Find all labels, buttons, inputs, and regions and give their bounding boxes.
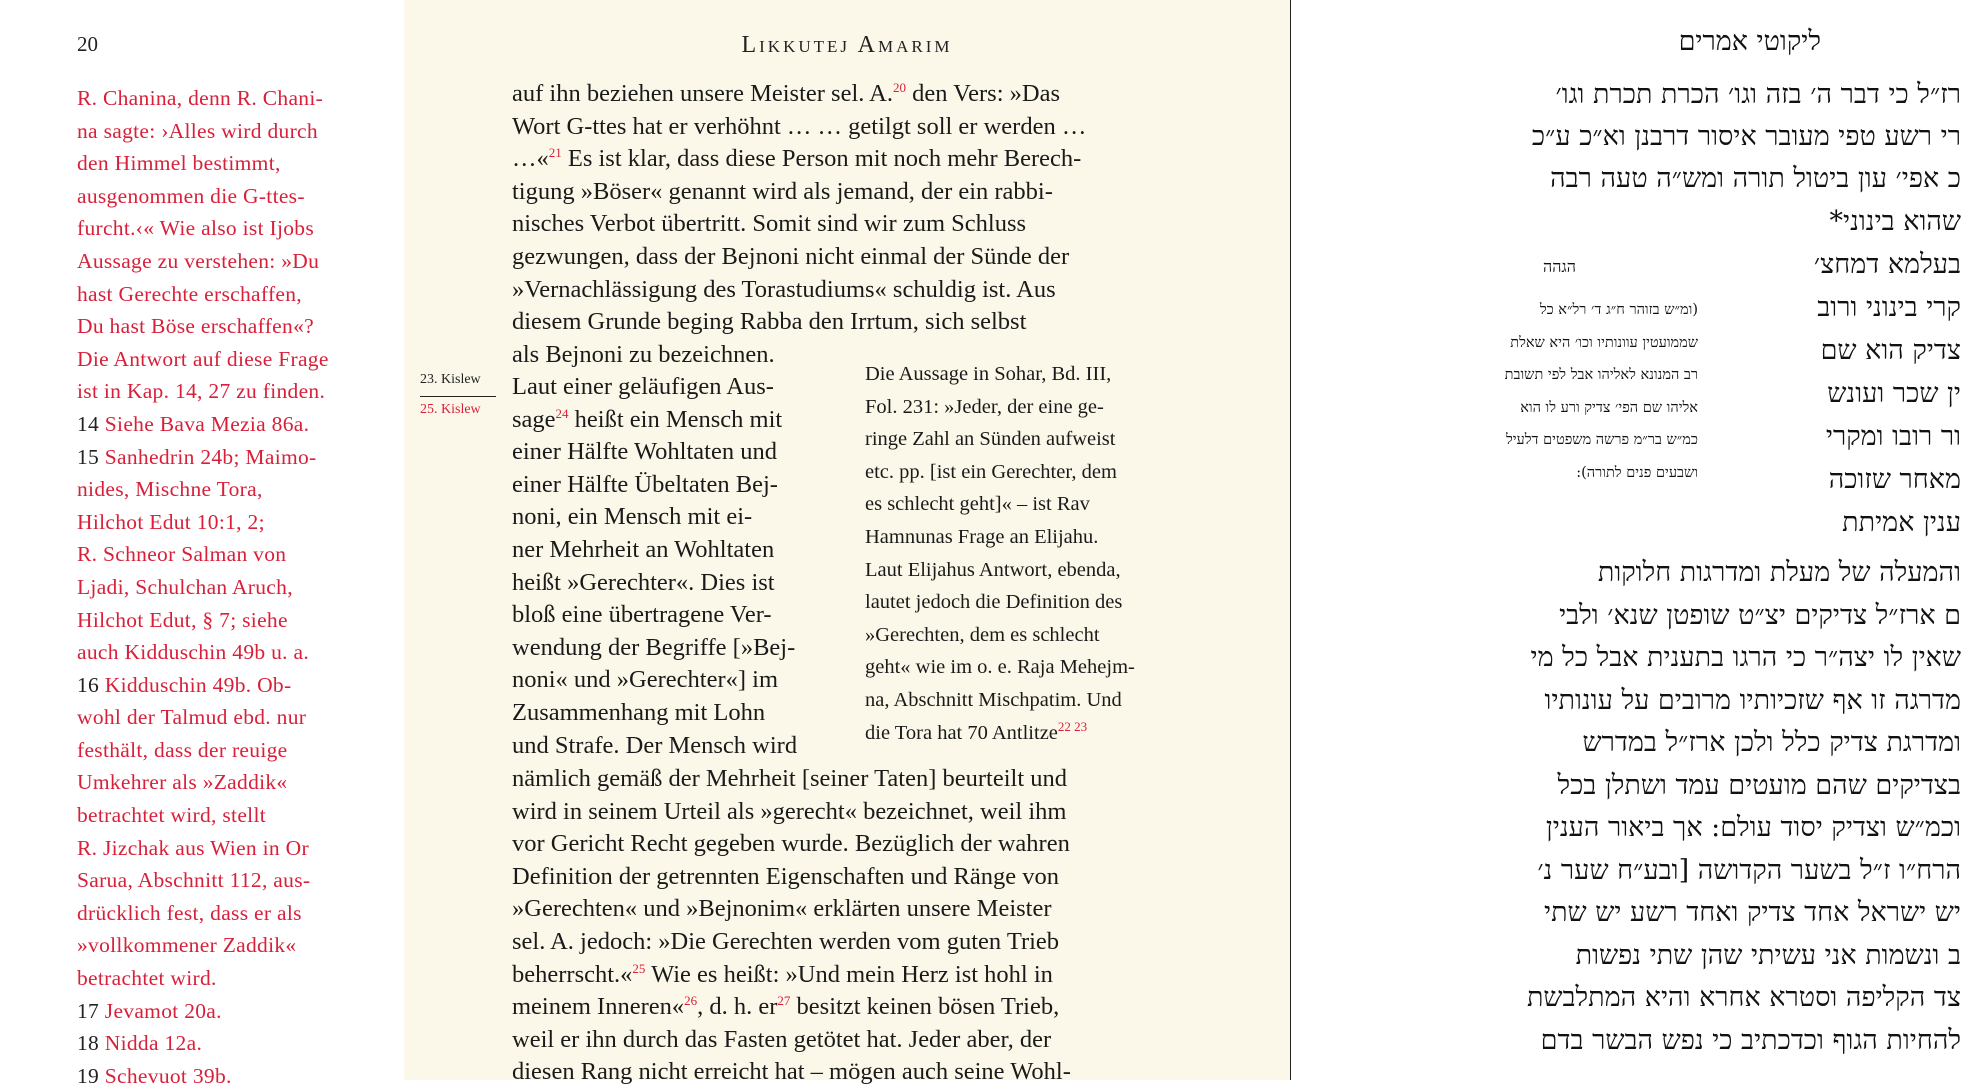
- footnote-ref[interactable]: 27: [777, 993, 791, 1008]
- note-line: den Himmel bestimmt,: [77, 151, 281, 176]
- note-line: 16 Kidduschin 49b. Ob-: [77, 672, 292, 697]
- footnote-number: 15: [77, 444, 100, 469]
- gloss-line: etc. pp. [ist ein Gerechter, dem: [865, 460, 1117, 483]
- page-number: 20: [77, 32, 98, 56]
- hebrew-line: שהוא בינוני*: [1829, 206, 1961, 237]
- text-line: ner Mehrheit an Wohltaten: [512, 535, 775, 563]
- text-line: noni« und »Gerechter«] im: [512, 666, 779, 694]
- text-line: nämlich gemäß der Mehrheit [seiner Taten] beurteilt und: [512, 765, 1068, 792]
- note-line: Ljadi, Schulchan Aruch,: [77, 574, 293, 599]
- hagaha-title: הגהה: [1543, 257, 1576, 276]
- text-line: noni, ein Mensch mit ei-: [512, 503, 753, 531]
- note-line: Hilchot Edut, § 7; siehe: [77, 607, 288, 632]
- text-line: sage$^{24}$ heißt ein Mensch mit: [512, 405, 783, 433]
- margin-date-2: 25. Kislew: [420, 402, 481, 417]
- main-text-bottom: [512, 763, 1071, 1089]
- hebrew-line: בצדיקים שהם מועטים עמד ושתלן בכל: [1557, 769, 1961, 801]
- text-line: diesen Rang nicht erreicht hat – mögen auch seine Wohl-: [512, 1058, 1071, 1086]
- note-line: ist in Kap. 14, 27 zu finden.: [77, 379, 326, 404]
- note-line: auch Kidduschin 49b u. a.: [77, 640, 310, 665]
- text-line: auf ihn beziehen unsere Meister sel. A.$^{20}$ den Vers: »Das: [512, 79, 1060, 107]
- footnote-number: 14: [77, 411, 100, 436]
- text-line: …«$^{21}$ Es ist klar, dass diese Person mit noch mehr Berech-: [512, 145, 1082, 173]
- margin-date-1: 23. Kislew: [420, 372, 481, 387]
- hebrew-line: צד הקליפה וסטרא אחרא והיא המתלבשת: [1526, 982, 1961, 1013]
- note-line: na sagte: ›Alles wird durch: [77, 118, 318, 143]
- text-line: »Gerechten« und »Bejnonim« erklärten unsere Meister: [512, 895, 1052, 923]
- gloss-line: Fol. 231: »Jeder, der eine ge-: [865, 395, 1104, 418]
- note-line: hast Gerechte erschaffen,: [77, 281, 302, 306]
- text-line: einer Hälfte Übeltaten Bej-: [512, 470, 778, 498]
- text-line: gezwungen, dass der Bejnoni nicht einmal der Sünde der: [512, 242, 1070, 270]
- gloss-line: lautet jedoch die Definition des: [865, 591, 1123, 614]
- hebrew-line: ם ארז״ל צדיקים יצ״ט שופטן שנא׳ ולבי: [1559, 599, 1961, 631]
- hebrew-text-side: [1761, 200, 1961, 544]
- note-line: betrachtet wird.: [77, 966, 217, 991]
- note-line: wohl der Talmud ebd. nur: [77, 705, 307, 730]
- hebrew-line: כ אפי׳ עון ביטול תורה ומש״ה טעה רבה: [1550, 163, 1961, 194]
- hebrew-line: ין שכר ועונש: [1827, 378, 1961, 409]
- main-text-side: [512, 371, 797, 762]
- hebrew-line: ומדרגת צדיק כלל ולכן ארז״ל במדרש: [1582, 727, 1961, 758]
- text-line: nisches Verbot übertritt. Somit sind wir zum Schluss: [512, 210, 1027, 238]
- note-line: Aussage zu verstehen: »Du: [77, 248, 320, 273]
- hagaha-line: כמ״ש בר״מ פרשה משפטים דלעיל: [1505, 432, 1698, 449]
- hebrew-line: קרי בינוני ורוב: [1817, 292, 1961, 323]
- footnote-ref[interactable]: 21: [548, 145, 562, 161]
- hebrew-line: בעלמא דמחצ׳: [1813, 249, 1961, 280]
- footnote-ref[interactable]: 22: [1057, 718, 1071, 734]
- hagaha-line: שממועטין עוונותיו וכו׳ היא שאלת: [1510, 334, 1698, 351]
- text-line: sel. A. jedoch: »Die Gerechten werden vom guten Trieb: [512, 927, 1060, 955]
- note-line: 17 Jevamot 20a.: [77, 998, 222, 1023]
- gloss-line: geht« wie im o. e. Raja Mehejm-: [865, 656, 1135, 679]
- text-line: einer Hälfte Wohltaten und: [512, 438, 777, 466]
- note-line: Umkehrer als »Zaddik«: [77, 770, 288, 795]
- text-line: Definition der getrennten Eigenschaften und Ränge von: [512, 862, 1059, 890]
- footnote-ref[interactable]: 25: [632, 960, 646, 976]
- gloss-line: Die Aussage in Sohar, Bd. III,: [865, 363, 1112, 385]
- hebrew-original-panel: [1290, 0, 1961, 1080]
- hebrew-line: צדיק הוא שם: [1820, 335, 1961, 366]
- gloss-line: »Gerechten, dem es schlecht: [865, 623, 1100, 646]
- hagaha-line: רב המנונא לאליהו אבל לפי תשובת: [1504, 367, 1698, 384]
- text-line: »Vernachlässigung des Torastudiums« schuldig ist. Aus: [512, 275, 1056, 303]
- hebrew-line: ענין אמיתת: [1842, 507, 1961, 538]
- note-line: Du hast Böse erschaffen«?: [77, 314, 314, 339]
- note-line: R. Chanina, denn R. Chani-: [77, 86, 324, 110]
- text-line: und Strafe. Der Mensch wird: [512, 731, 798, 759]
- text-line: Zusammenhang mit Lohn: [512, 698, 766, 726]
- text-line: wird in seinem Urteil als »gerecht« bezeichnet, weil ihm: [512, 797, 1067, 825]
- text-line: bloß eine übertragene Ver-: [512, 601, 772, 629]
- note-line: Die Antwort auf diese Frage: [77, 346, 329, 371]
- note-line: betrachtet wird, stellt: [77, 803, 266, 828]
- text-line: Laut einer geläufigen Aus-: [512, 373, 774, 400]
- footnote-number: 18: [77, 1031, 100, 1056]
- note-line: Hilchot Edut 10:1, 2;: [77, 509, 265, 534]
- hagaha-line: ושבעים פנים לתורה):: [1576, 464, 1698, 481]
- date-divider: [420, 396, 496, 397]
- hebrew-line: שאין לו יצה״ר כי הרגו בתענית אבל כל מי: [1530, 642, 1961, 673]
- text-line: diesem Grunde beging Rabba den Irrtum, sich selbst: [512, 308, 1027, 336]
- hagaha-gloss: [1403, 294, 1698, 490]
- main-text-top: [512, 78, 1086, 371]
- text-line: als Bejnoni zu bezeichnen.: [512, 340, 775, 368]
- hebrew-line: מאחר שזוכה: [1828, 464, 1961, 495]
- hebrew-line: רז״ל כי דבר ה׳ בזה וגו׳ הכרת תכרת וגו׳: [1555, 79, 1961, 110]
- footnote-ref[interactable]: 26: [684, 993, 698, 1008]
- hebrew-line: ב ונשמות אני עשיתי שהן שתי נפשות: [1575, 939, 1961, 971]
- note-line: R. Jizchak aus Wien in Or: [77, 835, 309, 860]
- running-head: Likkutej Amarim: [741, 32, 953, 58]
- text-line: heißt »Gerechter«. Dies ist: [512, 568, 775, 596]
- hebrew-line: יש ישראל אחד צדיק ואחד רשע יש שתי: [1544, 897, 1961, 928]
- note-line: 18 Nidda 12a.: [77, 1031, 203, 1056]
- hebrew-line: ור רובו ומקרי: [1825, 421, 1961, 452]
- text-line: weil er ihn durch das Fasten getötet hat. Jeder aber, der: [512, 1025, 1052, 1053]
- hebrew-line: מדרגה זו אף שזכיותיו מרובים על עונותיו: [1544, 684, 1961, 716]
- gloss-line: na, Abschnitt Mischpatim. Und: [865, 688, 1122, 711]
- footnote-number: 16: [77, 672, 100, 697]
- note-line: »vollkommener Zaddik«: [77, 933, 297, 958]
- hagaha-line: אליהו שם הפי׳ צדיק ורע לו הוא: [1520, 399, 1698, 416]
- hagaha-line: (ומ״ש בזוהר ח״ג ד׳ רל״א כל: [1539, 302, 1698, 318]
- footnote-ref[interactable]: 24: [555, 405, 569, 421]
- hebrew-line: רי רשע טפי מעובר איסור דרבנן וא״כ ע״כ: [1531, 121, 1961, 152]
- hebrew-running-head: ליקוטי אמרים: [1678, 26, 1821, 57]
- footnote-number: 19: [77, 1063, 100, 1088]
- note-line: ausgenommen die G-ttes-: [77, 183, 305, 208]
- note-line: 15 Sanhedrin 24b; Maimo-: [77, 444, 317, 469]
- note-line: drücklich fest, dass er als: [77, 900, 302, 925]
- note-line: festhält, dass der reuige: [77, 737, 288, 762]
- gloss-line: Hamnunas Frage an Elijahu.: [865, 525, 1099, 548]
- gloss-insert: [865, 358, 1135, 749]
- gloss-line: ringe Zahl an Sünden aufweist: [865, 428, 1116, 451]
- hebrew-line: והמעלה של מעלת ומדרגות חלוקות: [1597, 557, 1961, 588]
- text-line: Wort G-ttes hat er verhöhnt … … getilgt soll er werden …: [512, 112, 1087, 140]
- footnotes-column: [77, 82, 377, 1092]
- gloss-line: es schlecht geht]« – ist Rav: [865, 493, 1090, 516]
- text-line: tigung »Böser« genannt wird als jemand, der ein rabbi-: [512, 177, 1053, 205]
- note-line: R. Schneor Salman von: [77, 542, 287, 567]
- note-line: 19 Schevuot 39b.: [77, 1063, 232, 1088]
- text-line: meinem Inneren«$^{26}$, d. h. er$^{27}$ besitzt keinen bösen Trieb,: [512, 993, 1060, 1021]
- note-line: 14 Siehe Bava Mezia 86a.: [77, 411, 310, 436]
- gloss-line: Laut Elijahus Antwort, ebenda,: [865, 558, 1121, 581]
- hebrew-text-top: [1401, 74, 1961, 200]
- text-line: vor Gericht Recht gegeben wurde. Bezüglich der wahren: [512, 830, 1070, 858]
- hebrew-line: להחיות הגוף וכדכתיב כי נפש הבשר בדם: [1540, 1024, 1961, 1056]
- hebrew-line: וכמ״ש וצדיק יסוד עולם: אך ביאור הענין: [1545, 812, 1961, 843]
- footnote-number: 17: [77, 998, 100, 1023]
- note-line: Sarua, Abschnitt 112, aus-: [77, 868, 311, 893]
- hebrew-text-bottom: [1401, 552, 1961, 1062]
- hebrew-line: הרח״ו ז״ל בשער הקדושה [ובע״ח שער נ׳: [1537, 854, 1961, 886]
- text-line: beherrscht.«$^{25}$ Wie es heißt: »Und mein Herz ist hohl in: [512, 960, 1053, 988]
- left-notes-panel: [0, 0, 404, 1088]
- gloss-line: die Tora hat 70 Antlitze$^{22}$ $^{23}$: [865, 718, 1088, 744]
- footnote-ref[interactable]: 20: [892, 79, 906, 95]
- note-line: furcht.‹« Wie also ist Ijobs: [77, 216, 315, 241]
- note-line: nides, Mischne Tora,: [77, 477, 263, 502]
- text-line: wendung der Begriffe [»Bej-: [512, 633, 796, 661]
- german-translation-panel: [404, 0, 1290, 1086]
- footnote-ref[interactable]: 23: [1074, 718, 1088, 734]
